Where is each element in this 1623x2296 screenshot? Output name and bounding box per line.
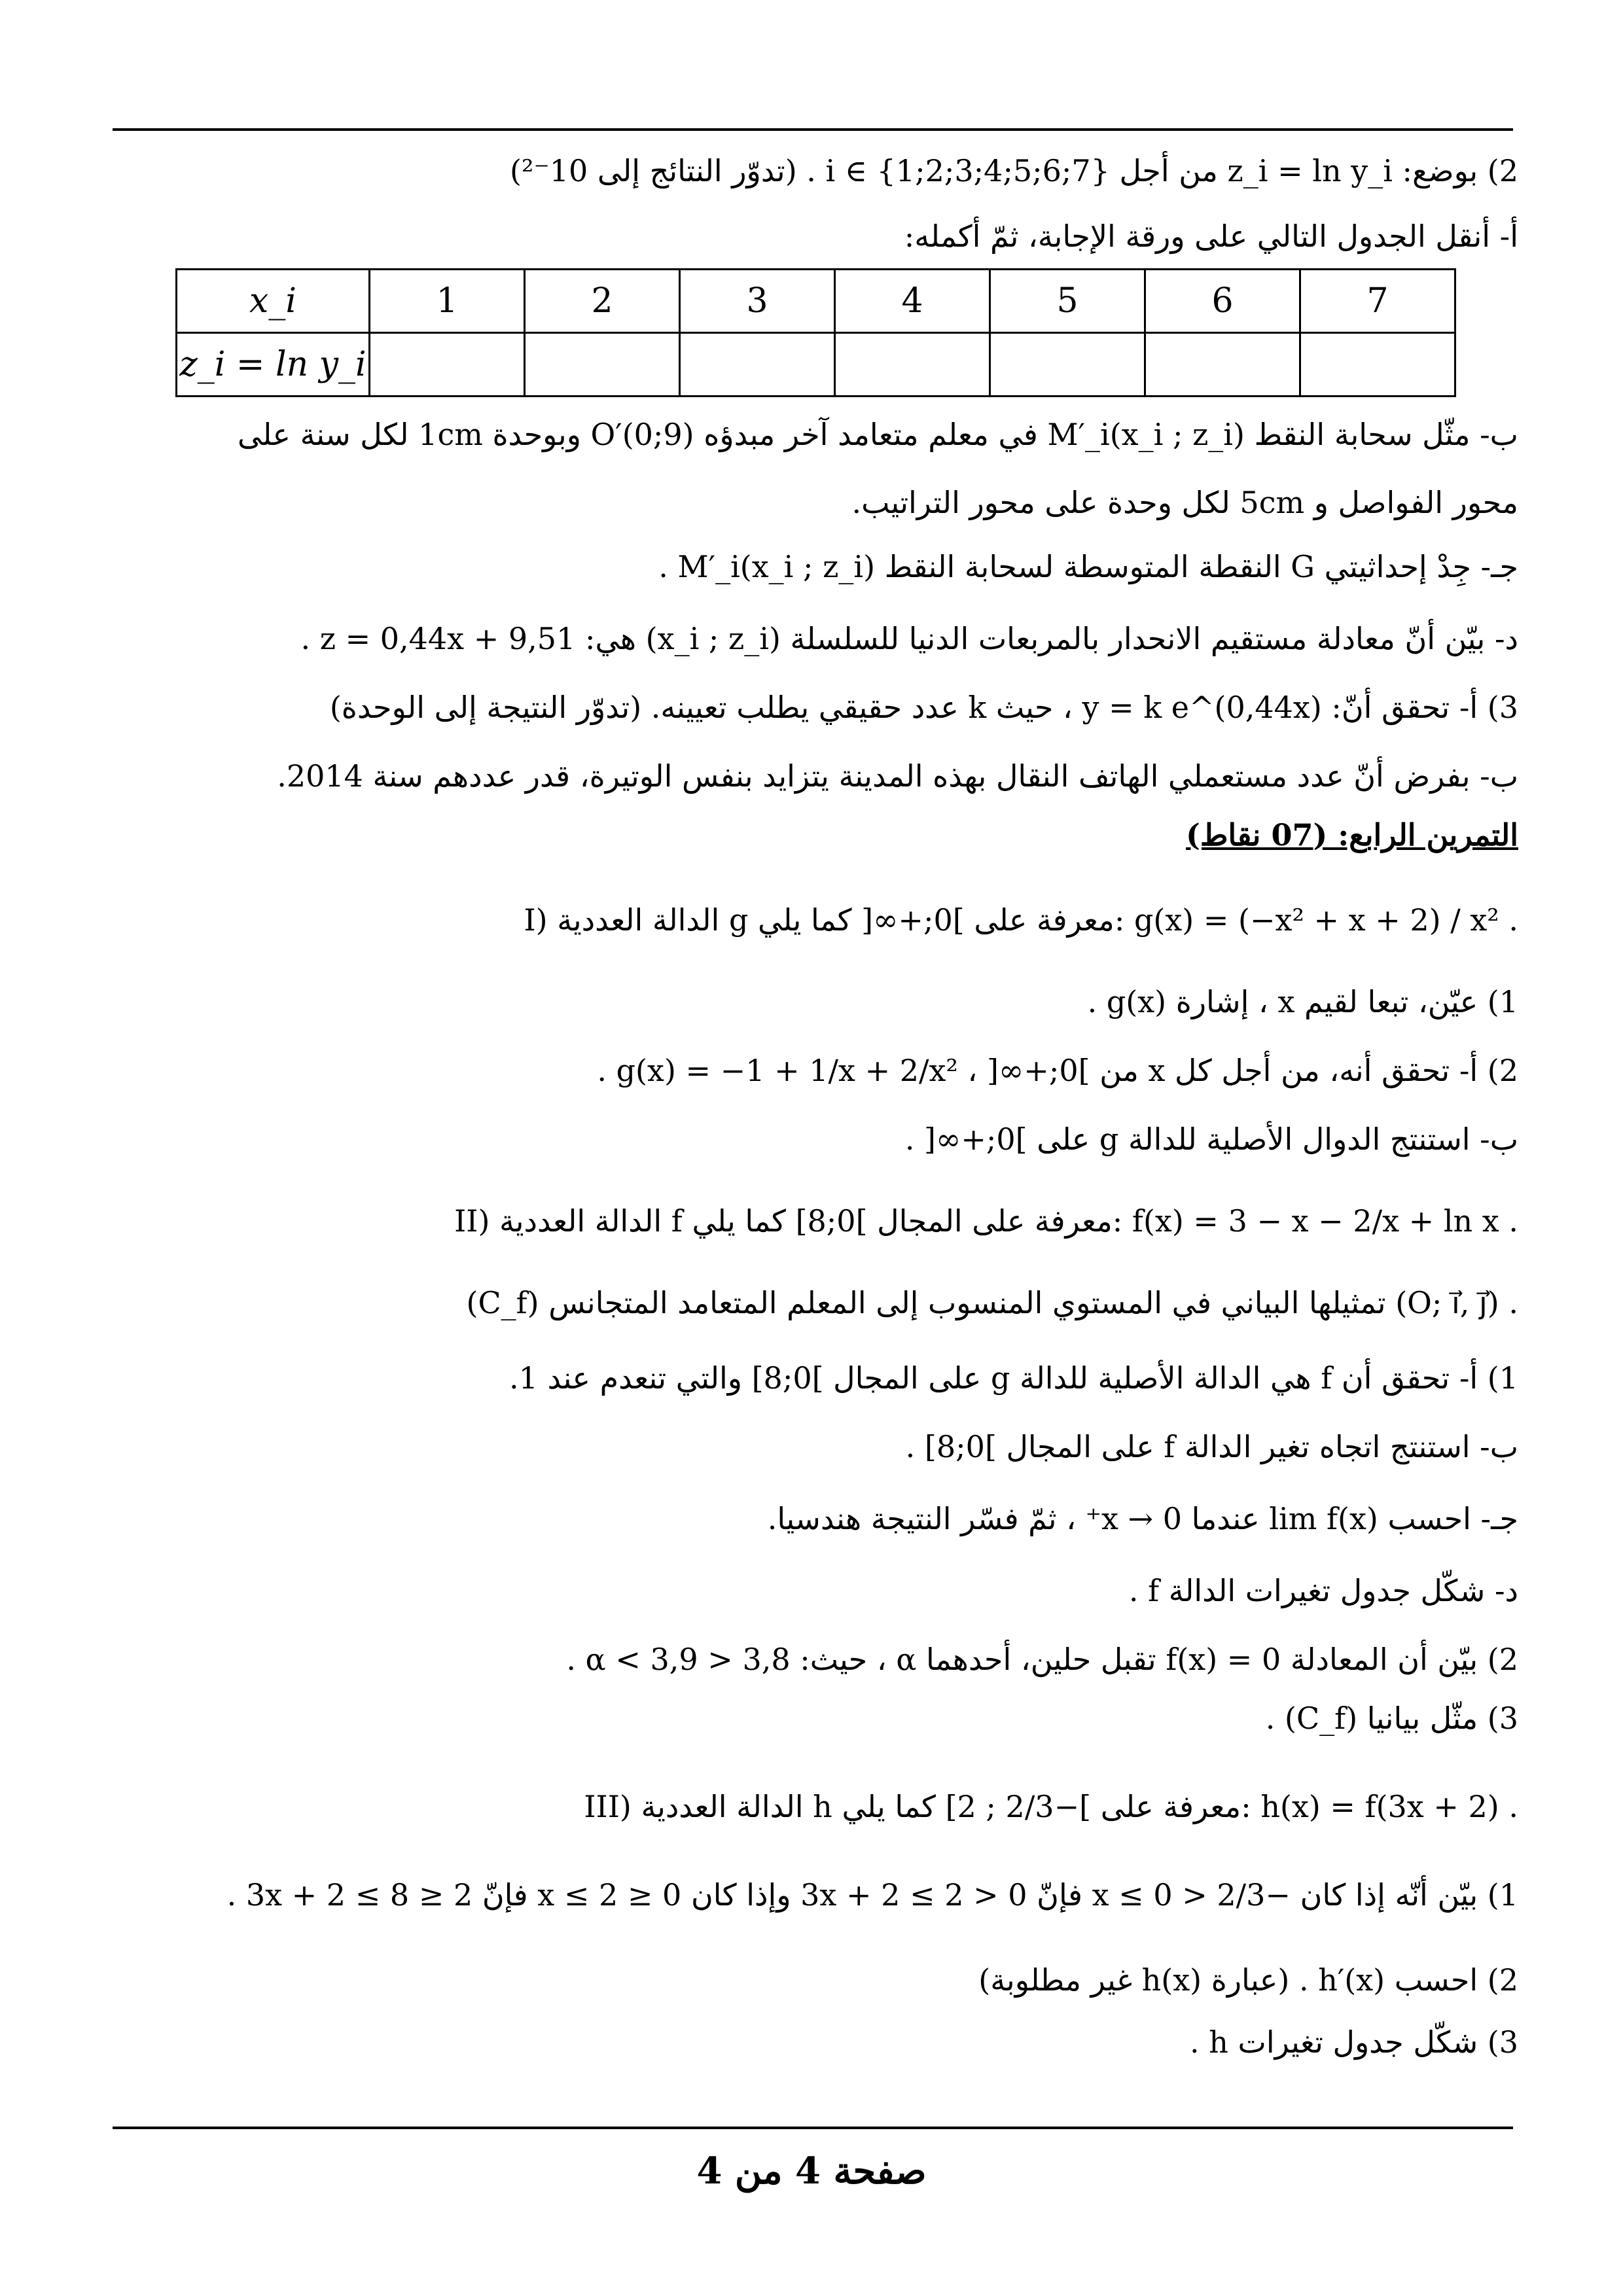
table-header-z: z_i = ln y_i xyxy=(177,333,370,397)
ex4-III-q1: 1) بيّن أنّه إذا كان −2/3 < x ≤ 0 فإنّ 0 < 3x + 2 ≤ 2 وإذا كان 0 ≤ x ≤ 2 فإنّ 2 ≤ 3x + 2 ≤ 8 . xyxy=(226,1877,1518,1913)
ex4-II-q1b: ب- استنتج اتجاه تغير الدالة f على المجال ]0;8] . xyxy=(905,1429,1518,1464)
table-cell: 7 xyxy=(1300,270,1455,333)
ex4-III-intro: III) الدالة العددية h معرفة على ]−2/3 ; 2] كما يلي: h(x) = f(3x + 2) . xyxy=(584,1789,1518,1824)
table-header-x: x_i xyxy=(177,270,370,333)
table-cell xyxy=(370,333,525,397)
table-cell: 1 xyxy=(370,270,525,333)
part2-line7: 3) أ- تحقق أنّ: y = k e^(0,44x) ، حيث k عدد حقيقي يطلب تعيينه. (تدوّر النتيجة إلى الوحدة) xyxy=(329,690,1518,725)
table-cell xyxy=(990,333,1145,397)
table-cell xyxy=(835,333,990,397)
ex4-III-q3: 3) شكّل جدول تغيرات h . xyxy=(1190,2024,1518,2060)
part2-line1: 2) بوضع: z_i = ln y_i من أجل i ∈ {1;2;3;4;5;6;7} . (تدوّر النتائج إلى 10⁻²) xyxy=(510,153,1518,188)
ex4-II-q1c: جـ- احسب lim f(x) عندما x → 0⁺ ، ثمّ فسّر النتيجة هندسيا. xyxy=(767,1501,1518,1536)
ex4-II-intro: II) الدالة العددية f معرفة على المجال ]0;8] كما يلي: f(x) = 3 − x − 2/x + ln x . xyxy=(454,1203,1518,1239)
part2-line3: ب- مثّل سحابة النقط M′_i(x_i ; z_i) في معلم متعامد آخر مبدؤه O′(0;9) وبوحدة 1cm لكل سنة على xyxy=(237,417,1518,452)
top-rule xyxy=(113,128,1513,131)
part2-line5: جـ- جِدْ إحداثيتي G النقطة المتوسطة لسحابة النقط M′_i(x_i ; z_i) . xyxy=(658,549,1518,584)
ex4-II-q3: 3) مثّل بيانيا (C_f) . xyxy=(1265,1701,1518,1736)
table-cell: 3 xyxy=(680,270,835,333)
part2-line6: د- بيّن أنّ معادلة مستقيم الانحدار بالمربعات الدنيا للسلسلة (x_i ; z_i) هي: z = 0,44x + 9,51 . xyxy=(300,621,1518,656)
ex4-I-intro: I) الدالة العددية g معرفة على ]0;+∞[ كما يلي: g(x) = (−x² + x + 2) / x² . xyxy=(524,902,1518,938)
ex4-III-q2: 2) احسب h′(x) . (عبارة h(x) غير مطلوبة) xyxy=(978,1962,1518,1998)
table-row-x xyxy=(177,270,1455,333)
part2-line8: ب- بفرض أنّ عدد مستعملي الهاتف النقال بهذه المدينة يتزايد بنفس الوتيرة، قدر عددهم سنة 2014. xyxy=(277,758,1518,794)
table-cell xyxy=(1145,333,1300,397)
ex4-I-q2b: ب- استنتج الدوال الأصلية للدالة g على ]0;+∞[ . xyxy=(904,1122,1518,1157)
ex4-II-q1d: د- شكّل جدول تغيرات الدالة f . xyxy=(1128,1573,1518,1608)
table-cell xyxy=(1300,333,1455,397)
ex4-II-q1a: 1) أ- تحقق أن f هي الدالة الأصلية للدالة g على المجال ]0;8] والتي تنعدم عند 1. xyxy=(509,1360,1518,1396)
page-number: صفحة 4 من 4 xyxy=(696,2149,927,2193)
table-cell: 5 xyxy=(990,270,1145,333)
exercise4-title: التمرين الرابع: (07 نقاط) xyxy=(1186,817,1518,853)
part2-line2: أ- أنقل الجدول التالي على ورقة الإجابة، ثمّ أكمله: xyxy=(904,219,1518,254)
table-cell: 6 xyxy=(1145,270,1300,333)
table-cell xyxy=(525,333,680,397)
table-cell xyxy=(680,333,835,397)
ex4-II-q2: 2) بيّن أن المعادلة f(x) = 0 تقبل حلين، أحدهما α ، حيث: 3,8 < α < 3,9 . xyxy=(566,1642,1518,1677)
table-row-z xyxy=(177,333,1455,397)
table-cell: 4 xyxy=(835,270,990,333)
ex4-I-q2a: 2) أ- تحقق أنه، من أجل كل x من ]0;+∞[ ، g(x) = −1 + 1/x + 2/x² . xyxy=(597,1053,1518,1088)
part2-line4: محور الفواصل و 5cm لكل وحدة على محور التراتيب. xyxy=(851,485,1518,520)
values-table xyxy=(175,268,1456,397)
ex4-I-q1: 1) عيّن، تبعا لقيم x ، إشارة g(x) . xyxy=(1087,984,1518,1019)
table-cell: 2 xyxy=(525,270,680,333)
bottom-rule xyxy=(113,2127,1513,2129)
ex4-II-curve: (C_f) تمثيلها البياني في المستوي المنسوب إلى المعلم المتعامد المتجانس (O; i⃗, j⃗) . xyxy=(466,1285,1518,1320)
